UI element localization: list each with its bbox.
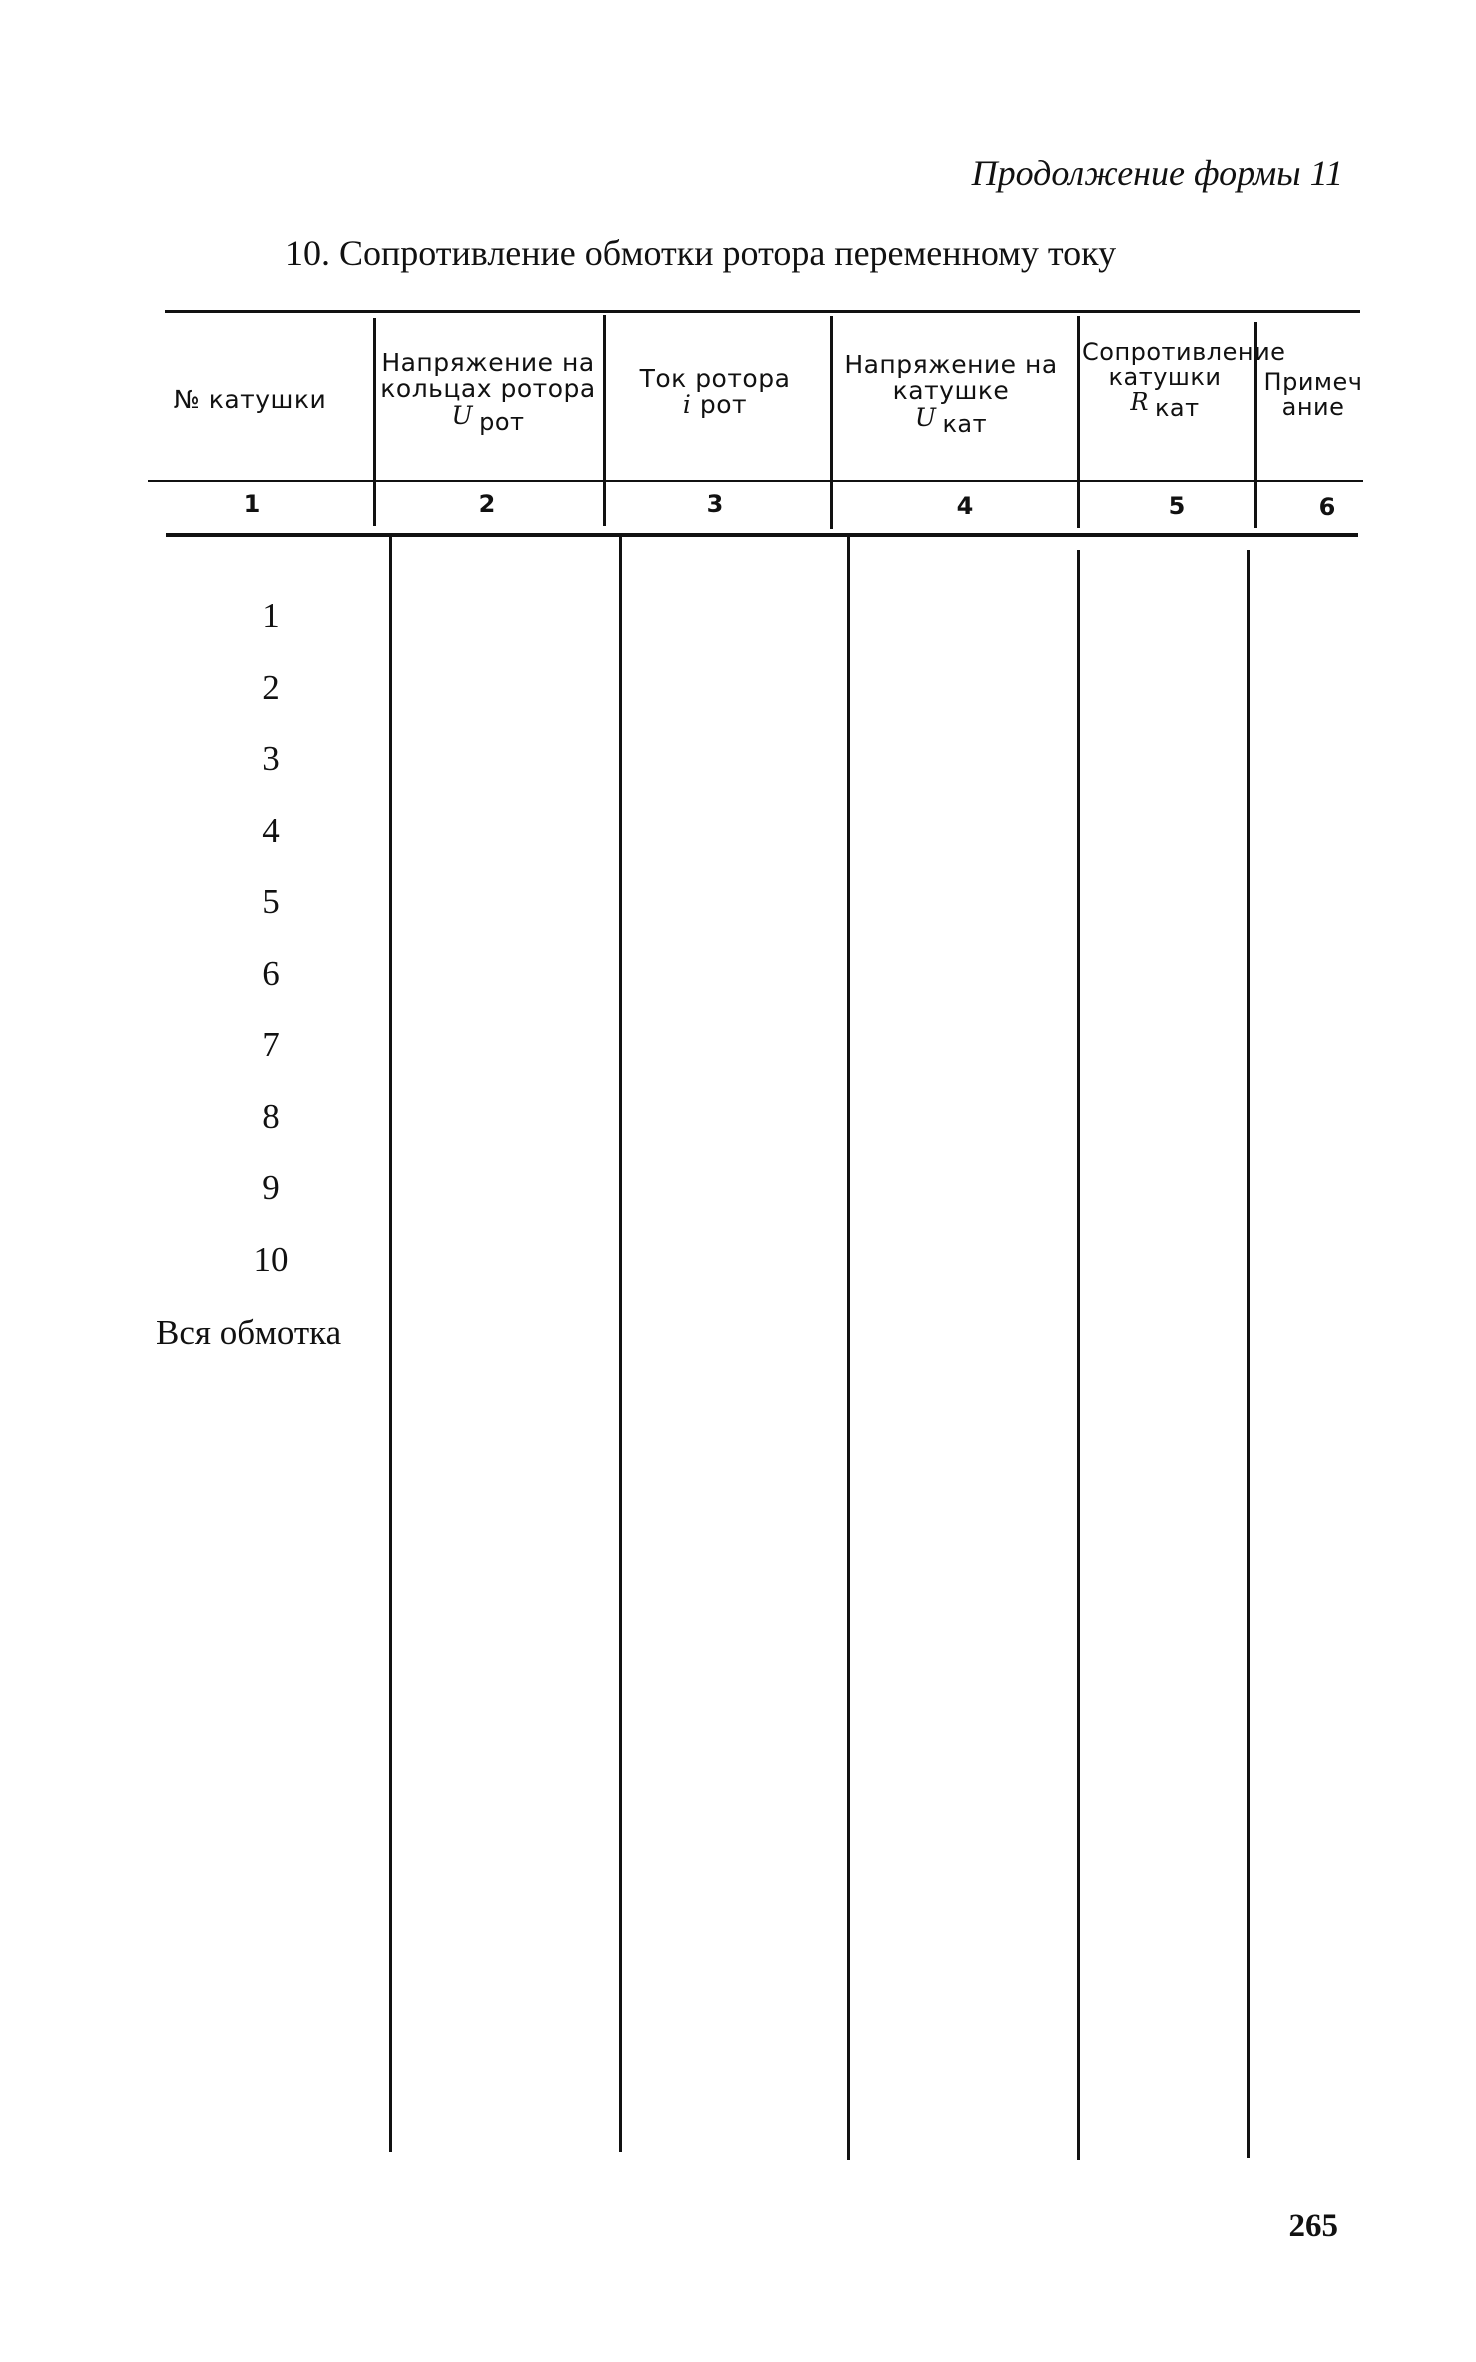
page-number: 265 [1288,2208,1338,2244]
header-divider-1 [373,318,376,526]
column-number-4: 4 [956,492,974,520]
header-rotor-current: Ток ротора і рот [639,364,791,420]
table-row-label-whole-winding: Вся обмотка [156,1313,342,1352]
continuation-label: Продолжение формы 11 [971,153,1343,193]
column-number-2: 2 [478,490,496,518]
header-note: Примечание [1263,368,1363,422]
table-row-label: 9 [262,1168,280,1207]
table-row-label: 3 [262,739,280,778]
table-row-label: 1 [262,596,280,635]
table-row-label: 7 [262,1025,280,1064]
table-row-label: 10 [253,1239,289,1279]
row-labels [150,596,380,1385]
column-number-6: 6 [1318,493,1336,521]
header-bottom-rule [166,533,1358,537]
table-row-label: 8 [262,1096,280,1136]
header-coil-number: № катушки [173,385,327,414]
table-row-label: 4 [262,810,280,850]
section-title: 10. Сопротивление обмотки ротора переменному току [285,233,1117,273]
header-number-rule [148,480,1363,482]
header-ring-voltage: Напряжение на кольцах ротора U $_{рот}$ [380,348,596,436]
header-divider-2 [603,315,606,526]
table-row-label: 5 [262,882,280,921]
body-divider-4 [1077,550,1080,2160]
column-number-5: 5 [1168,492,1186,520]
body-divider-1 [389,537,392,2152]
table-top-rule [165,310,1360,313]
body-divider-2 [619,537,622,2152]
table-row-label: 6 [262,953,280,993]
header-divider-4 [1077,316,1080,528]
column-number-1: 1 [243,490,261,518]
header-coil-voltage: Напряжение на катушке U $_{кат}$ [844,350,1058,438]
column-number-3: 3 [706,490,724,518]
header-coil-resistance: Сопротивление катушки R $_{кат}$ [1082,338,1286,423]
body-divider-3 [847,537,850,2160]
header-divider-3 [830,316,833,529]
table-row-label: 2 [262,667,280,707]
body-divider-5 [1247,550,1250,2158]
